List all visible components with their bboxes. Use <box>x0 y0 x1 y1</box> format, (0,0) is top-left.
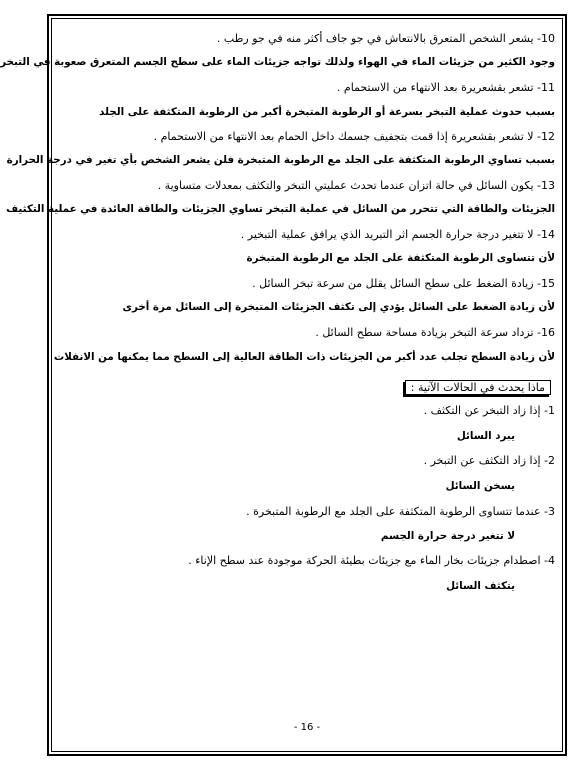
case-4-answer: يتكثف السائل <box>446 580 515 592</box>
case-1-question: 1- إذا زاد التبخر عن التكثف . <box>423 404 555 417</box>
question-16: 16- تزداد سرعة التبخر بزيادة مساحة سطح السائل . <box>315 326 555 339</box>
question-15: 15- زيادة الضغط على سطح السائل يقلل من سرعة تبخر السائل . <box>252 277 555 290</box>
answer-12: بسبب تساوي الرطوبة المتكثفة على الجلد مع الرطوبة المتبخرة فلن يشعر الشخص بأي تغير في درجة الحرارة <box>6 154 555 166</box>
question-12: 12- لا تشعر بقشعريرة إذا قمت بتجفيف جسمك داخل الحمام بعد الانتهاء من الاستحمام . <box>153 130 555 143</box>
section-title: ماذا يحدث في الحالات الآتية : <box>405 380 551 395</box>
question-11: 11- تشعر بقشعريرة بعد الانتهاء من الاستحمام . <box>336 81 555 94</box>
answer-11: بسبب حدوث عملية التبخر بسرعة أو الرطوبة المتبخرة أكبر من الرطوبة المتكثفة على الجلد <box>99 106 555 118</box>
question-14: 14- لا تتغير درجة حرارة الجسم اثر التبريد الذي يرافق عملية التبخير . <box>240 228 555 241</box>
answer-16: لأن زيادة السطح تجلب عدد أكبر من الجزيئات ذات الطاقة العالية إلى السطح مما يمكنها من الانفلات <box>53 351 555 363</box>
answer-14: لأن تتساوى الرطوبة المتكثفة على الجلد مع الرطوبة المتبخرة <box>246 252 555 264</box>
page-number: - 16 - <box>293 722 321 733</box>
answer-15: لأن زيادة الضغط على السائل يؤدي إلى تكثف الجزيئات المتبخرة إلى السائل مرة أخرى <box>122 301 555 313</box>
case-4-question: 4- اصطدام جزيئات بخار الماء مع جزيئات بطيئة الحركة موجودة عند سطح الإناء . <box>188 554 555 567</box>
case-2-question: 2- إذا زاد التكثف عن التبخر . <box>423 454 555 467</box>
case-2-answer: يسخن السائل <box>445 480 515 492</box>
answer-13: الجزيئات والطاقة التي تتحرر من السائل في عملية التبخر تساوي الجزيئات والطاقة العائدة في عملية التكثيف <box>6 203 555 215</box>
answer-10: وجود الكثير من جزيئات الماء في الهواء ولذلك تواجه جزيئات الماء على سطح الجسم المتعرق صعوبة في التبخر <box>0 56 555 68</box>
case-1-answer: يبرد السائل <box>456 430 515 442</box>
case-3-answer: لا تتغير درجة حرارة الجسم <box>380 530 515 542</box>
question-10: 10- يشعر الشخص المتعرق بالانتعاش في جو جاف أكثر منه في جو رطب . <box>216 32 555 45</box>
question-13: 13- يكون السائل في حالة اتزان عندما تحدث عمليتي التبخر والتكثف بمعدلات متساوية . <box>157 179 555 192</box>
case-3-question: 3- عندما تتساوى الرطوبة المتكثفة على الجلد مع الرطوبة المتبخرة . <box>246 505 555 518</box>
